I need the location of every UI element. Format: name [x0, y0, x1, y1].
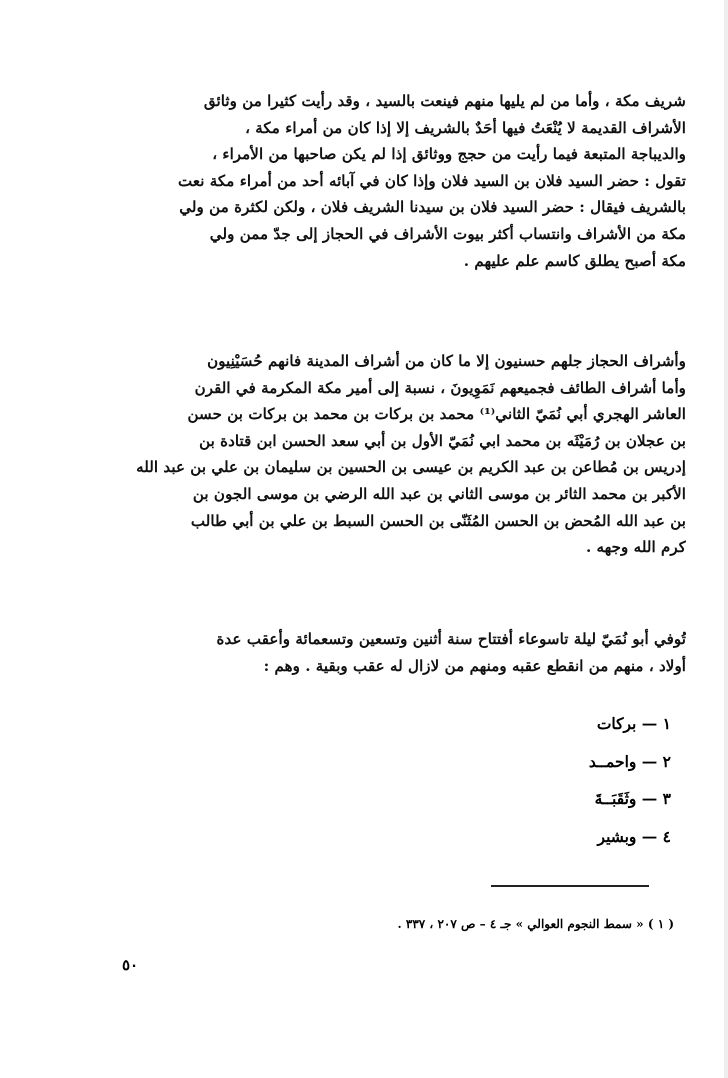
- text-line: وأشراف الحجاز جلهم حسنيون إلا ما كان من أشراف المدينة فانهم حُسَيْنِيون: [207, 352, 686, 370]
- text-line: إدريس بن مُطاعن بن عبد الكريم بن عيسى بن الحسين بن سليمان بن علي بن عبد الله: [136, 458, 686, 477]
- paragraph-2: [86, 348, 686, 561]
- text-line: أولاد ، منهم من انقطع عقبه ومنهم من لازال له عقب وبقية . وهم :: [263, 656, 686, 675]
- text-line: بالشريف فيقال : حضر السيد فلان بن سيدنا الشريف فلان ، ولكن لكثرة من ولي: [179, 198, 686, 217]
- footnote: ( ١ ) « سمط النجوم العوالي » جـ ٤ – ص ٢٠٧ ، ٣٣٧ .: [397, 917, 674, 931]
- text-line: الأشراف القديمة لا يُنْعَتُ فيها أحَدٌ بالشريف إلا إذا كان من أمراء مكة ،: [245, 118, 686, 137]
- footnote-divider: [491, 885, 649, 887]
- paragraph-1: [86, 88, 686, 274]
- text-line: شريف مكة ، وأما من لم يليها منهم فينعت بالسيد ، وقد رأيت كثيرا من وثائق: [203, 92, 686, 110]
- list-item: ٢ — واحمــد: [588, 751, 671, 771]
- text-line: وأما أشراف الطائف فجميعهم نَمَوِيونَ ، نسبة إلى أمير مكة المكرمة في القرن: [194, 378, 686, 397]
- text-line: مكة من الأشراف وانتساب أكثر بيوت الأشراف في الحجاز إلى جدّ ممن ولي: [209, 224, 686, 243]
- book-page: [36, 78, 724, 1043]
- text-line: الأكبر بن محمد الثائر بن موسى الثاني بن عبد الله الرضي بن موسى الجون بن: [192, 484, 686, 503]
- text-line: بن عجلان بن رُمَيْثَه بن محمد ابي نُمَيّ الأول بن أبي سعد الحسن ابن قتادة بن: [199, 431, 686, 450]
- text-line: تقول : حضر السيد فلان بن السيد فلان وإذا كان في آبائه أحد من أمراء مكة نعت: [178, 171, 686, 190]
- text-line: كرم الله وجهه .: [585, 538, 686, 557]
- list-item: ١ — بركات: [596, 714, 671, 733]
- scan-edge: [724, 0, 728, 1078]
- text-line: العاشر الهجري أبي نُمَيّ الثاني⁽¹⁾ محمد بن بركات بن محمد بن بركات بن حسن: [187, 405, 686, 424]
- children-list: [521, 712, 671, 862]
- text-line: بن عبد الله المُحض بن الحسن المُثَنّى بن الحسن السبط بن علي بن أبي طالب: [190, 511, 686, 530]
- list-item: ٣ — وثَقَبَــةَ: [594, 789, 671, 808]
- text-line: تُوفي أبو نُمَيّ ليلة تاسوعاء أفتتاح سنة أثنين وتسعين وتسعمائة وأعقب عدة: [216, 630, 686, 648]
- text-line: مكة أصبح يطلق كاسم علم عليهم .: [463, 251, 686, 270]
- paragraph-3: [86, 626, 686, 679]
- page-number: ٥٠: [122, 956, 139, 974]
- text-line: والديباجة المتبعة فيما رأيت من حجج ووثائق إذا لم يكن صاحبها من الأمراء ،: [212, 145, 686, 164]
- list-item: ٤ — وبشير: [597, 826, 671, 846]
